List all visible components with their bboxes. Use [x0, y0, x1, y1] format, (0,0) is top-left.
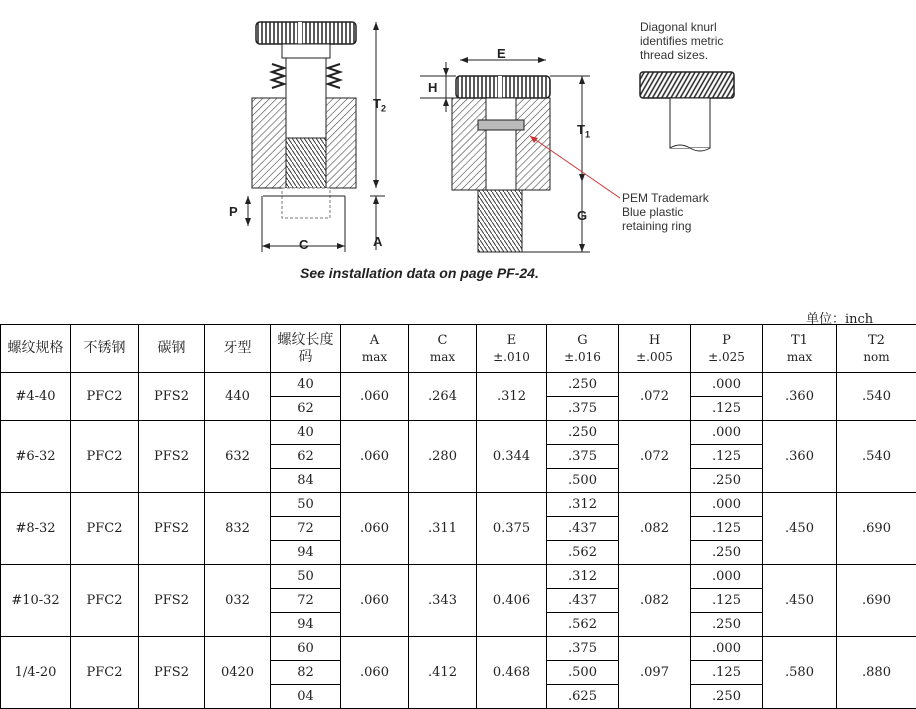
- technical-drawing: [0, 0, 916, 300]
- length-code-cell: 40: [271, 373, 341, 397]
- dim-a-cell: .060: [341, 373, 409, 421]
- dim-h-cell: .072: [619, 373, 691, 421]
- thread-spec-cell: 1/4-20: [1, 637, 71, 709]
- dim-g-cell: .562: [547, 613, 619, 637]
- column-header-sub: ±.025: [708, 349, 745, 364]
- dim-g-cell: .250: [547, 373, 619, 397]
- dim-e-label: E: [497, 46, 506, 61]
- dim-h-cell: .082: [619, 493, 691, 565]
- dim-a-cell: .060: [341, 493, 409, 565]
- dim-g-label: G: [577, 208, 588, 223]
- length-code-cell: 50: [271, 493, 341, 517]
- carbon-steel-cell: PFS2: [139, 565, 205, 637]
- dim-e-cell: 0.406: [477, 565, 547, 637]
- dim-a-label: A: [373, 234, 383, 249]
- column-header-sub: max: [429, 349, 456, 364]
- dim-p-cell: .000: [691, 373, 763, 397]
- column-header: [837, 325, 916, 373]
- column-header: [763, 325, 837, 373]
- thread-code-cell: 440: [205, 373, 271, 421]
- dim-t1-cell: .360: [763, 421, 837, 493]
- table-row: [1, 565, 916, 589]
- diagonal-knurl-label: Diagonal knurl identifies metric thread sizes.: [640, 20, 724, 62]
- spec-table: [0, 324, 916, 709]
- dim-e-cell: .312: [477, 373, 547, 421]
- column-header: [271, 325, 341, 373]
- dim-t1-cell: .450: [763, 493, 837, 565]
- dim-p-label: P: [229, 204, 238, 219]
- column-header-sub: ±.010: [493, 349, 530, 364]
- dim-h-label: H: [428, 80, 438, 95]
- column-header: [1, 325, 71, 373]
- table-row: [1, 373, 916, 397]
- dim-c-label: C: [299, 237, 309, 252]
- dim-g-cell: .437: [547, 589, 619, 613]
- column-header-label: T2: [868, 332, 885, 348]
- length-code-cell: 84: [271, 469, 341, 493]
- dim-g-cell: .625: [547, 685, 619, 709]
- length-code-cell: 40: [271, 421, 341, 445]
- dim-a-cell: .060: [341, 565, 409, 637]
- right-fastener-view: [420, 57, 620, 252]
- length-code-cell: 60: [271, 637, 341, 661]
- stainless-cell: PFC2: [71, 637, 139, 709]
- dim-t1-label: $T_1$: [577, 122, 590, 140]
- carbon-steel-cell: PFS2: [139, 637, 205, 709]
- dim-g-cell: .500: [547, 661, 619, 685]
- length-code-cell: 62: [271, 445, 341, 469]
- thread-spec-cell: #6-32: [1, 421, 71, 493]
- thread-spec-cell: #4-40: [1, 373, 71, 421]
- dim-t2-cell: .690: [837, 565, 916, 637]
- pem-trademark-label: PEM Trademark Blue plastic retaining ring: [622, 191, 709, 233]
- dim-e-cell: 0.468: [477, 637, 547, 709]
- dim-p-cell: .250: [691, 685, 763, 709]
- dim-h-cell: .097: [619, 637, 691, 709]
- column-header-sub: max: [786, 349, 813, 364]
- installation-caption: See installation data on page PF-24.: [300, 265, 539, 281]
- column-header: [409, 325, 477, 373]
- dim-p-cell: .000: [691, 493, 763, 517]
- dim-p-cell: .125: [691, 517, 763, 541]
- dim-g-cell: .312: [547, 565, 619, 589]
- dim-c-cell: .311: [409, 493, 477, 565]
- column-header: [477, 325, 547, 373]
- column-header-label: G: [577, 332, 588, 348]
- length-code-cell: 82: [271, 661, 341, 685]
- dim-t2-cell: .540: [837, 421, 916, 493]
- dim-p-cell: .250: [691, 541, 763, 565]
- column-header-label: 不锈钢: [83, 340, 126, 356]
- thread-code-cell: 0420: [205, 637, 271, 709]
- dim-p-cell: .250: [691, 469, 763, 493]
- dim-t2-cell: .880: [837, 637, 916, 709]
- dim-g-cell: .437: [547, 517, 619, 541]
- dim-p-cell: .250: [691, 613, 763, 637]
- dim-p-cell: .125: [691, 589, 763, 613]
- column-header-sub: ±.005: [636, 349, 673, 364]
- thread-spec-cell: #10-32: [1, 565, 71, 637]
- left-fastener-view: [245, 22, 385, 252]
- column-header: [139, 325, 205, 373]
- dim-c-cell: .412: [409, 637, 477, 709]
- stainless-cell: PFC2: [71, 373, 139, 421]
- dim-g-cell: .375: [547, 637, 619, 661]
- table-body: [1, 373, 916, 709]
- fastener-drawing-svg: [0, 0, 916, 300]
- length-code-cell: 72: [271, 589, 341, 613]
- dim-c-cell: .280: [409, 421, 477, 493]
- column-header: [619, 325, 691, 373]
- dim-g-cell: .375: [547, 397, 619, 421]
- dim-t2-label: $T_2$: [373, 96, 386, 114]
- dim-p-cell: .125: [691, 661, 763, 685]
- dim-p-cell: .000: [691, 637, 763, 661]
- dim-h-cell: .072: [619, 421, 691, 493]
- column-header-label: C: [437, 332, 448, 348]
- length-code-cell: 94: [271, 541, 341, 565]
- dim-t1-cell: .450: [763, 565, 837, 637]
- thread-code-cell: 832: [205, 493, 271, 565]
- dim-t1-cell: .360: [763, 373, 837, 421]
- table-header-row: [1, 325, 916, 373]
- column-header-sub: nom: [863, 349, 890, 364]
- dim-p-cell: .125: [691, 397, 763, 421]
- stainless-cell: PFC2: [71, 421, 139, 493]
- dim-e-cell: 0.344: [477, 421, 547, 493]
- dim-a-cell: .060: [341, 637, 409, 709]
- dim-g-cell: .250: [547, 421, 619, 445]
- table-row: [1, 421, 916, 445]
- column-header-label: P: [722, 332, 731, 348]
- unit-label: 单位：inch: [806, 312, 874, 327]
- column-header: [205, 325, 271, 373]
- length-code-cell: 72: [271, 517, 341, 541]
- column-header: [547, 325, 619, 373]
- length-code-cell: 50: [271, 565, 341, 589]
- dim-h-cell: .082: [619, 565, 691, 637]
- table-row: [1, 493, 916, 517]
- carbon-steel-cell: PFS2: [139, 493, 205, 565]
- carbon-steel-cell: PFS2: [139, 373, 205, 421]
- column-header-label: 螺纹规格: [7, 340, 64, 356]
- column-header: [341, 325, 409, 373]
- thread-spec-cell: #8-32: [1, 493, 71, 565]
- column-header-label: 螺纹长度码: [277, 331, 334, 365]
- column-header-label: H: [648, 332, 661, 348]
- column-header-label: T1: [791, 332, 808, 348]
- dim-p-cell: .000: [691, 421, 763, 445]
- dim-g-cell: .500: [547, 469, 619, 493]
- dim-t2-cell: .540: [837, 373, 916, 421]
- dim-t1-cell: .580: [763, 637, 837, 709]
- thread-code-cell: 632: [205, 421, 271, 493]
- column-header: [691, 325, 763, 373]
- diagonal-knurl-inset: [640, 72, 734, 151]
- length-code-cell: 94: [271, 613, 341, 637]
- carbon-steel-cell: PFS2: [139, 421, 205, 493]
- column-header-label: 碳钢: [157, 340, 186, 356]
- column-header-label: E: [506, 332, 517, 348]
- column-header-sub: ±.016: [564, 349, 601, 364]
- column-header-label: A: [369, 332, 380, 348]
- stainless-cell: PFC2: [71, 493, 139, 565]
- stainless-cell: PFC2: [71, 565, 139, 637]
- dim-t2-cell: .690: [837, 493, 916, 565]
- dim-a-cell: .060: [341, 421, 409, 493]
- dim-g-cell: .562: [547, 541, 619, 565]
- dim-c-cell: .343: [409, 565, 477, 637]
- column-header: [71, 325, 139, 373]
- dim-p-cell: .000: [691, 565, 763, 589]
- dim-c-cell: .264: [409, 373, 477, 421]
- dim-p-cell: .125: [691, 445, 763, 469]
- length-code-cell: 04: [271, 685, 341, 709]
- thread-code-cell: 032: [205, 565, 271, 637]
- dim-g-cell: .375: [547, 445, 619, 469]
- length-code-cell: 62: [271, 397, 341, 421]
- column-header-sub: max: [361, 349, 388, 364]
- table-row: [1, 637, 916, 661]
- dim-g-cell: .312: [547, 493, 619, 517]
- dim-e-cell: 0.375: [477, 493, 547, 565]
- column-header-label: 牙型: [223, 340, 252, 356]
